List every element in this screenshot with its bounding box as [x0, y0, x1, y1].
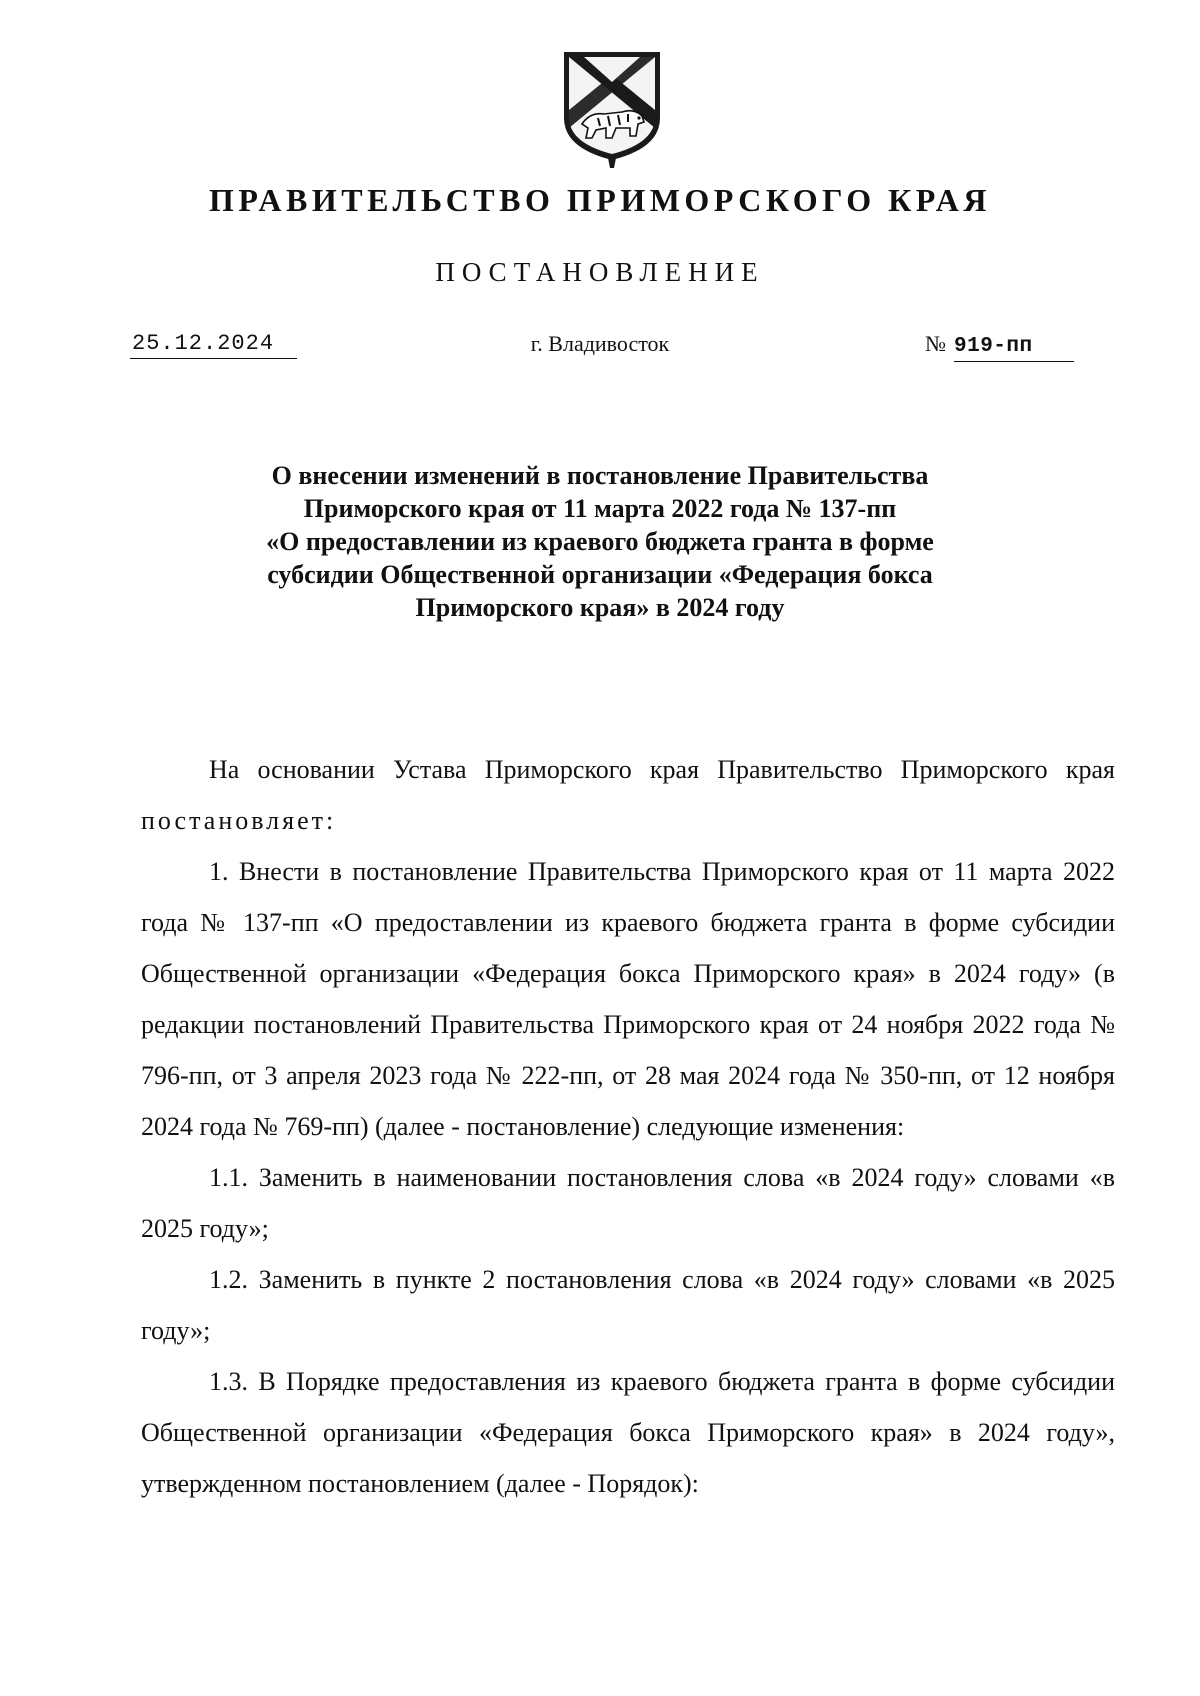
coat-of-arms-icon [560, 48, 664, 170]
document-number [925, 330, 1075, 362]
number-label: № [925, 331, 946, 356]
heading-line: О внесении изменений в постановление Правительства [271, 461, 929, 490]
government-name: ПРАВИТЕЛЬСТВО ПРИМОРСКОГО КРАЯ [209, 182, 991, 218]
document-type: ПОСТАНОВЛЕНИЕ [435, 257, 765, 287]
heading-line: Приморского края от 11 марта 2022 года № 137-пп [303, 494, 897, 523]
paragraph-1: 1. Внести в постановление Правительства Приморского края от 11 марта 2022 года № 137-пп «О предоставлении из краевого бюджета гранта в форме субсидии Общественной организации «Федерация бокса Приморского края» в 2024 году» (в редакции постановлений Правительства Приморского края от 24 ноября 2022 года № 796-пп, от 3 апреля 2023 года № 222-пп, от 28 мая 2024 года № 350-пп, от 12 ноября 2024 года № 769-пп) (далее - постановление) следующие изменения: [141, 857, 1115, 1141]
heading-line: субсидии Общественной организации «Федерация бокса [267, 560, 933, 589]
heading-line: «О предоставлении из краевого бюджета гранта в форме [266, 527, 934, 556]
paragraph-1-2: 1.2. Заменить в пункте 2 постановления слова «в 2024 году» словами «в 2025 году»; [141, 1265, 1115, 1345]
document-city: г. Владивосток [530, 331, 670, 356]
document-heading [200, 459, 1000, 624]
intro-verb: постановляет: [141, 806, 337, 835]
paragraph-1-3: 1.3. В Порядке предоставления из краевого бюджета гранта в форме субсидии Общественной организации «Федерация бокса Приморского края» в 2024 году», утвержденном постановлением (далее - Порядок): [141, 1367, 1115, 1498]
heading-line: Приморского края» в 2024 году [415, 593, 785, 622]
document-body [141, 744, 1115, 1509]
intro-paragraph [141, 744, 1115, 846]
document-date: 25.12.2024 [130, 330, 297, 359]
number-value: 919-пп [954, 333, 1074, 362]
intro-text: На основании Устава Приморского края Правительство Приморского края [209, 755, 1115, 784]
paragraph-1-1: 1.1. Заменить в наименовании постановления слова «в 2024 году» словами «в 2025 году»; [141, 1163, 1115, 1243]
